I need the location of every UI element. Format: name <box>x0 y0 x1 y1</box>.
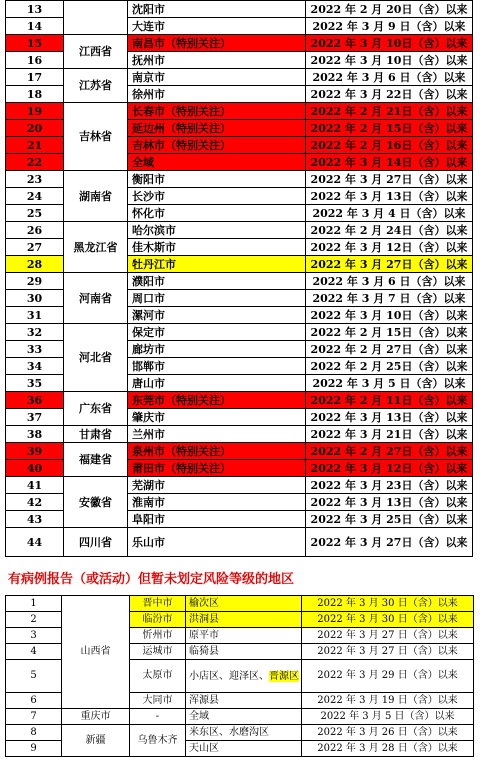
row-number: 36 <box>6 392 64 409</box>
date-cell: 2022 年 3 月 9 日（含）以来 <box>306 18 473 35</box>
city-cell: 抚州市 <box>128 52 306 69</box>
city-cell: 莆田市（特别关注） <box>128 460 306 477</box>
city-cell: 廊坊市 <box>128 341 306 358</box>
city-cell: 兰州市 <box>128 426 306 443</box>
date-cell: 2022 年 3 月 4 日（含）以来 <box>306 205 473 222</box>
row-number: 19 <box>6 103 64 120</box>
date-cell: 2022 年 3 月 23日（含）以来 <box>306 477 473 494</box>
row-number: 14 <box>6 18 64 35</box>
province-cell: 河北省 <box>64 324 128 392</box>
table-row <box>6 35 473 52</box>
city-cell: 南京市 <box>128 69 306 86</box>
table-row <box>6 273 473 290</box>
city-cell: 大连市 <box>128 18 306 35</box>
province-cell: 河南省 <box>64 273 128 324</box>
date-cell: 2022 年 2 月 16日（含）以来 <box>306 137 473 154</box>
city-cell: 邯郸市 <box>128 358 306 375</box>
district-cell <box>186 660 302 693</box>
city-cell: 佳木斯市 <box>128 239 306 256</box>
table-row <box>6 222 473 239</box>
row-number: 42 <box>6 494 64 511</box>
row-number: 6 <box>6 693 62 709</box>
row-number: 35 <box>6 375 64 392</box>
city-cell: 徐州市 <box>128 86 306 103</box>
date-cell: 2022 年 3 月 30 日（含）以来 <box>302 596 474 612</box>
table-row <box>6 709 474 725</box>
date-cell: 2022 年 3 月 21日（含）以来 <box>306 426 473 443</box>
date-cell: 2022 年 2 月 21日（含）以来 <box>306 103 473 120</box>
date-cell: 2022 年 3 月 28 日（含）以来 <box>302 741 474 757</box>
date-cell: 2022 年 3 月 27日（含）以来 <box>306 528 473 557</box>
date-cell: 2022 年 3 月 7 日（含）以来 <box>306 290 473 307</box>
row-number: 43 <box>6 511 64 528</box>
table-row <box>6 477 473 494</box>
city-cell: 太原市 <box>130 660 186 693</box>
row-number: 28 <box>6 256 64 273</box>
date-cell: 2022 年 2 月 11日（含）以来 <box>306 392 473 409</box>
city-cell: 泉州市（特别关注） <box>128 443 306 460</box>
row-number: 38 <box>6 426 64 443</box>
date-cell: 2022 年 3 月 13日（含）以来 <box>306 409 473 426</box>
table-row <box>6 426 473 443</box>
district-cell: 榆次区 <box>186 596 302 612</box>
row-number: 25 <box>6 205 64 222</box>
date-cell: 2022 年 3 月 27日（含）以来 <box>306 171 473 188</box>
row-number: 44 <box>6 528 64 557</box>
city-cell: 怀化市 <box>128 205 306 222</box>
row-number: 13 <box>6 1 64 18</box>
row-number: 23 <box>6 171 64 188</box>
province-cell: 四川省 <box>64 528 128 557</box>
date-cell: 2022 年 2 月 15日（含）以来 <box>306 120 473 137</box>
province-cell: 重庆市 <box>62 709 130 725</box>
district-text: 小店区、迎泽区、 <box>189 670 269 682</box>
province-cell: 新疆 <box>62 725 130 757</box>
province-cell: 福建省 <box>64 443 128 477</box>
district-cell: 米东区、水磨沟区 <box>186 725 302 741</box>
city-cell: 延边州（特别关注） <box>128 120 306 137</box>
date-cell: 2022 年 2 月 20日（含）以来 <box>306 1 473 18</box>
row-number: 7 <box>6 709 62 725</box>
date-cell: 2022 年 2 月 24日（含）以来 <box>306 222 473 239</box>
date-cell: 2022 年 3 月 10日（含）以来 <box>306 35 473 52</box>
row-number: 20 <box>6 120 64 137</box>
date-cell: 2022 年 3 月 13日（含）以来 <box>306 494 473 511</box>
date-cell: 2022 年 3 月 5 日（含）以来 <box>302 709 474 725</box>
date-cell: 2022 年 2 月 25日（含）以来 <box>306 358 473 375</box>
city-cell: 乐山市 <box>128 528 306 557</box>
date-cell: 2022 年 2 月 27日（含）以来 <box>306 443 473 460</box>
district-cell: 原平市 <box>186 628 302 644</box>
city-cell: 全域 <box>128 154 306 171</box>
date-cell: 2022 年 3 月 27日（含）以来 <box>306 256 473 273</box>
table-row <box>6 1 473 18</box>
row-number: 16 <box>6 52 64 69</box>
province-cell: 吉林省 <box>64 103 128 171</box>
table-row <box>6 171 473 188</box>
district-cell: 浑源县 <box>186 693 302 709</box>
city-cell: 乌鲁木齐 <box>130 725 186 757</box>
row-number: 1 <box>6 596 62 612</box>
table-row <box>6 103 473 120</box>
row-number: 2 <box>6 612 62 628</box>
date-cell: 2022 年 3 月 22日（含）以来 <box>306 86 473 103</box>
city-cell: 衡阳市 <box>128 171 306 188</box>
city-cell: 运城市 <box>130 644 186 660</box>
row-number: 5 <box>6 660 62 693</box>
city-cell: 阜阳市 <box>128 511 306 528</box>
row-number: 18 <box>6 86 64 103</box>
city-cell: 淮南市 <box>128 494 306 511</box>
table-row <box>6 596 474 612</box>
table-row <box>6 725 474 741</box>
risk-area-table <box>5 0 473 557</box>
row-number: 17 <box>6 69 64 86</box>
province-cell: 广东省 <box>64 392 128 426</box>
date-cell: 2022 年 3 月 12日（含）以来 <box>306 239 473 256</box>
row-number: 33 <box>6 341 64 358</box>
row-number: 39 <box>6 443 64 460</box>
city-cell: 东莞市（特别关注） <box>128 392 306 409</box>
date-cell: 2022 年 3 月 10日（含）以来 <box>306 52 473 69</box>
date-cell: 2022 年 3 月 19 日（含）以来 <box>302 693 474 709</box>
row-number: 22 <box>6 154 64 171</box>
row-number: 26 <box>6 222 64 239</box>
province-cell: 安徽省 <box>64 477 128 528</box>
city-cell: 唐山市 <box>128 375 306 392</box>
province-cell: 江苏省 <box>64 69 128 103</box>
city-cell: 南昌市（特别关注） <box>128 35 306 52</box>
city-cell: 长春市（特别关注） <box>128 103 306 120</box>
row-number: 37 <box>6 409 64 426</box>
row-number: 30 <box>6 290 64 307</box>
row-number: 27 <box>6 239 64 256</box>
date-cell: 2022 年 3 月 27 日（含）以来 <box>302 628 474 644</box>
city-cell: 长沙市 <box>128 188 306 205</box>
unclassified-area-table <box>5 595 474 757</box>
district-cell: 洪洞县 <box>186 612 302 628</box>
city-cell: 大同市 <box>130 693 186 709</box>
date-cell: 2022 年 3 月 6 日（含）以来 <box>306 69 473 86</box>
city-cell: 漯河市 <box>128 307 306 324</box>
city-cell: 周口市 <box>128 290 306 307</box>
date-cell: 2022 年 2 月 15日（含）以来 <box>306 324 473 341</box>
city-cell: 肇庆市 <box>128 409 306 426</box>
row-number: 24 <box>6 188 64 205</box>
city-cell: 吉林市（特别关注） <box>128 137 306 154</box>
district-cell: 天山区 <box>186 741 302 757</box>
date-cell: 2022 年 3 月 14日（含）以来 <box>306 154 473 171</box>
date-cell: 2022 年 2 月 27日（含）以来 <box>306 341 473 358</box>
section-title: 有病例报告（或活动）但暂未划定风险等级的地区 <box>8 572 295 587</box>
city-cell: 保定市 <box>128 324 306 341</box>
row-number: 9 <box>6 741 62 757</box>
district-highlight: 晋源区 <box>269 670 299 682</box>
district-cell: 全域 <box>186 709 302 725</box>
row-number: 21 <box>6 137 64 154</box>
row-number: 40 <box>6 460 64 477</box>
row-number: 31 <box>6 307 64 324</box>
row-number: 4 <box>6 644 62 660</box>
date-cell: 2022 年 3 月 12日（含）以来 <box>306 460 473 477</box>
city-cell: 牡丹江市 <box>128 256 306 273</box>
date-cell: 2022 年 3 月 30 日（含）以来 <box>302 612 474 628</box>
row-number: 3 <box>6 628 62 644</box>
table-row <box>6 528 473 557</box>
city-cell: 哈尔滨市 <box>128 222 306 239</box>
date-cell: 2022 年 3 月 25日（含）以来 <box>306 511 473 528</box>
row-number: 15 <box>6 35 64 52</box>
table-row <box>6 324 473 341</box>
province-cell: 黑龙江省 <box>64 222 128 273</box>
city-cell: 濮阳市 <box>128 273 306 290</box>
city-cell: - <box>130 709 186 725</box>
table-row <box>6 392 473 409</box>
date-cell: 2022 年 3 月 6 日（含）以来 <box>306 273 473 290</box>
date-cell: 2022 年 3 月 5 日（含）以来 <box>306 375 473 392</box>
row-number: 8 <box>6 725 62 741</box>
district-cell: 临猗县 <box>186 644 302 660</box>
city-cell: 忻州市 <box>130 628 186 644</box>
row-number: 29 <box>6 273 64 290</box>
province-cell: 甘肃省 <box>64 426 128 443</box>
date-cell: 2022 年 3 月 13日（含）以来 <box>306 188 473 205</box>
city-cell: 晋中市 <box>130 596 186 612</box>
table-row <box>6 443 473 460</box>
row-number: 34 <box>6 358 64 375</box>
city-cell: 沈阳市 <box>128 1 306 18</box>
province-cell: 山西省 <box>62 596 130 709</box>
city-cell: 芜湖市 <box>128 477 306 494</box>
row-number: 41 <box>6 477 64 494</box>
date-cell: 2022 年 3 月 27 日（含）以来 <box>302 644 474 660</box>
date-cell: 2022 年 3 月 26 日（含）以来 <box>302 725 474 741</box>
province-cell: 湖南省 <box>64 171 128 222</box>
table-row <box>6 69 473 86</box>
row-number: 32 <box>6 324 64 341</box>
city-cell: 临汾市 <box>130 612 186 628</box>
province-cell: 江西省 <box>64 35 128 69</box>
date-cell: 2022 年 3 月 10日（含）以来 <box>306 307 473 324</box>
province-cell <box>64 1 128 35</box>
date-cell: 2022 年 3 月 29 日（含）以来 <box>302 660 474 693</box>
